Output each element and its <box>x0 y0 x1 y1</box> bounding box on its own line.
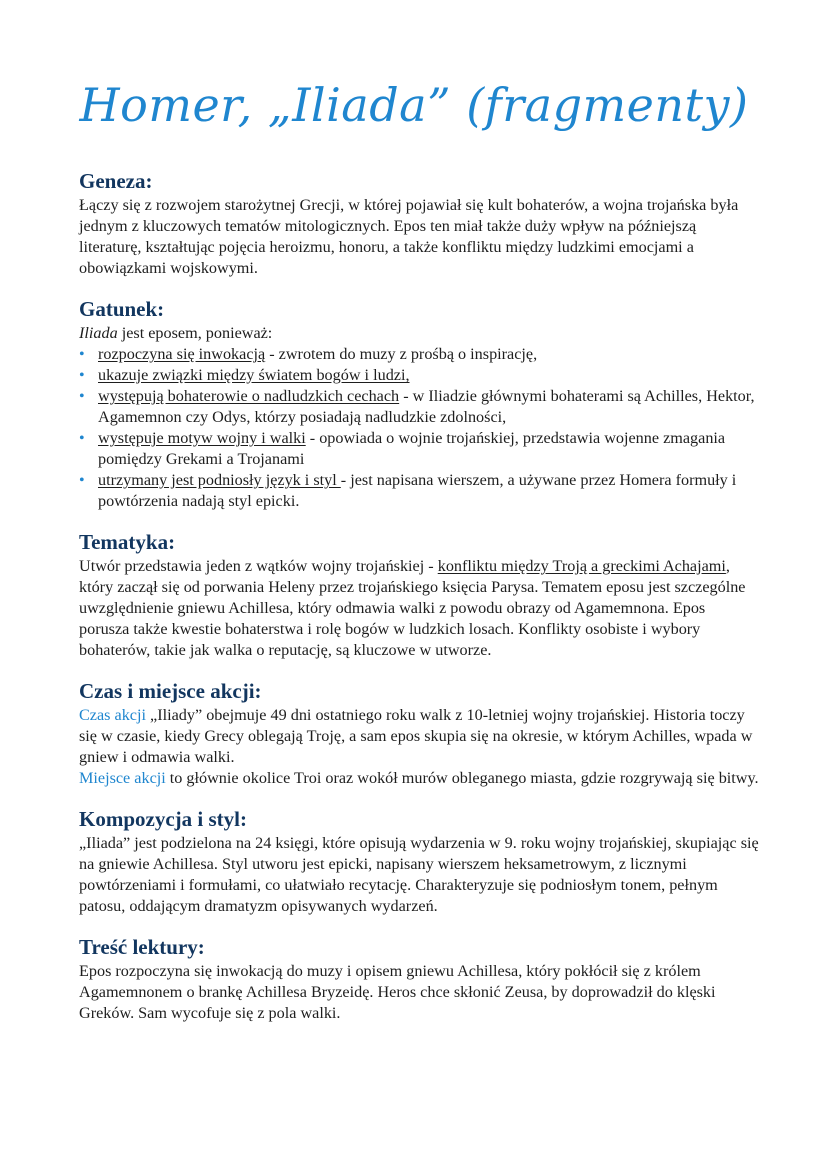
kompozycja-text: „Iliada” jest podzielona na 24 księgi, które opisują wydarzenia w 9. roku wojny trojańskiej, skupiając się na gniewie Achillesa. Styl utworu jest epicki, napisany wierszem heksametrowym, z licznymi powtórzeniami i formułami, co ułatwiało recytację. Charakteryzuje się podniosłym tonem, pełnym patosu, oddającym dramatyzm opisywanych wydarzeń. <box>79 834 759 915</box>
bullet-text: - zwrotem do muzy z prośbą o inspirację, <box>265 345 538 363</box>
list-item <box>79 386 759 428</box>
bullet-dot-icon: • <box>79 472 85 489</box>
list-item <box>79 344 759 365</box>
section-geneza <box>79 168 759 279</box>
tematyka-text-before: Utwór przedstawia jeden z wątków wojny trojańskiej - <box>79 557 438 575</box>
section-heading-kompozycja: Kompozycja i styl: <box>79 807 247 831</box>
bullet-dot-icon: • <box>79 346 85 363</box>
czas-akcji-body: „Iliady” obejmuje 49 dni ostatniego roku walk z 10-letniej wojny trojańskiej. Historia toczy się w czasie, kiedy Grecy oblegają Troję, a sam epos skupia się na okresie, w którym Achilles, wpada w gniew i odmawia walki. <box>79 706 753 766</box>
tematyka-text-after: , który zaczął się od porwania Heleny przez trojańskiego księcia Parysa. Tematem eposu jest szczególne uwzględnienie gniewu Achillesa, który odmawia walki z powodu obrazy od Agamemnona. Epos porusza także kwestie bohaterstwa i rolę bogów w ludzkich losach. Konflikty osobiste i wybory bohaterów, takie jak walka o reputację, są kluczowe w utworze. <box>79 557 746 659</box>
bullet-text: - w Iliadzie głównymi bohaterami są Achilles, Hektor, Agamemnon czy Odys, którzy posiadają nadludzkie zdolności, <box>98 387 755 426</box>
document-content <box>79 168 759 1041</box>
bullet-underlined-text: rozpoczyna się inwokacją <box>98 345 266 363</box>
bullet-underlined-text: utrzymany jest podniosły język i styl <box>98 471 341 489</box>
page-title: Homer, „Iliada” (fragmenty) <box>79 78 749 132</box>
bullet-dot-icon: • <box>79 388 85 405</box>
section-heading-geneza: Geneza: <box>79 169 153 193</box>
section-heading-tematyka: Tematyka: <box>79 530 176 554</box>
tresc-text: Epos rozpoczyna się inwokacją do muzy i opisem gniewu Achillesa, który pokłócił się z królem Agamemnonem o brankę Achillesa Bryzeidę. Heros chce skłonić Zeusa, by doprowadził do klęski Greków. Sam wycofuje się z pola walki. <box>79 962 716 1022</box>
bullet-text: - jest napisana wierszem, a używane przez Homera formuły i powtórzenia nadają styl epicki. <box>98 471 737 510</box>
section-heading-tresc: Treść lektury: <box>79 935 205 959</box>
bullet-underlined-text: ukazuje związki między światem bogów i ludzi, <box>98 366 410 384</box>
section-tematyka <box>79 529 759 661</box>
geneza-text: Łączy się z rozwojem starożytnej Grecji, w której pojawiał się kult bohaterów, a wojna trojańska była jednym z kluczowych tematów mitologicznych. Epos ten miał także duży wpływ na późniejszą literaturę, kształtując pojęcia heroizmu, honoru, a także konfliktu między ludzkimi emocjami a obowiązkami wojskowymi. <box>79 196 739 277</box>
gatunek-intro-rest: jest eposem, ponieważ: <box>117 324 273 342</box>
section-gatunek <box>79 296 759 512</box>
tematyka-text-underlined: konfliktu między Troją a greckimi Achajami <box>437 557 726 575</box>
miejsce-akcji-label: Miejsce akcji <box>79 769 166 787</box>
czas-akcji-text <box>79 705 759 768</box>
section-heading-czas-i-miejsce: Czas i miejsce akcji: <box>79 679 262 703</box>
list-item <box>79 365 759 386</box>
gatunek-bullet-list <box>79 344 759 512</box>
bullet-underlined-text: występuje motyw wojny i walki <box>98 429 306 447</box>
section-tresc <box>79 934 759 1024</box>
miejsce-akcji-body: to głównie okolice Troi oraz wokół murów obleganego miasta, gdzie rozgrywają się bitwy. <box>165 769 759 787</box>
tematyka-text <box>79 556 759 661</box>
bullet-dot-icon: • <box>79 430 85 447</box>
section-heading-gatunek: Gatunek: <box>79 297 165 321</box>
bullet-text: - opowiada o wojnie trojańskiej, przedstawia wojenne zmagania pomiędzy Grekami a Trojanami <box>98 429 726 468</box>
section-czas-i-miejsce <box>79 678 759 789</box>
gatunek-intro <box>79 323 759 344</box>
bullet-dot-icon: • <box>79 367 85 384</box>
list-item <box>79 428 759 470</box>
section-kompozycja <box>79 806 759 917</box>
list-item <box>79 470 759 512</box>
gatunek-intro-title: Iliada <box>79 324 118 342</box>
miejsce-akcji-text <box>79 768 759 789</box>
czas-akcji-label: Czas akcji <box>79 706 146 724</box>
bullet-underlined-text: występują bohaterowie o nadludzkich cechach <box>98 387 400 405</box>
